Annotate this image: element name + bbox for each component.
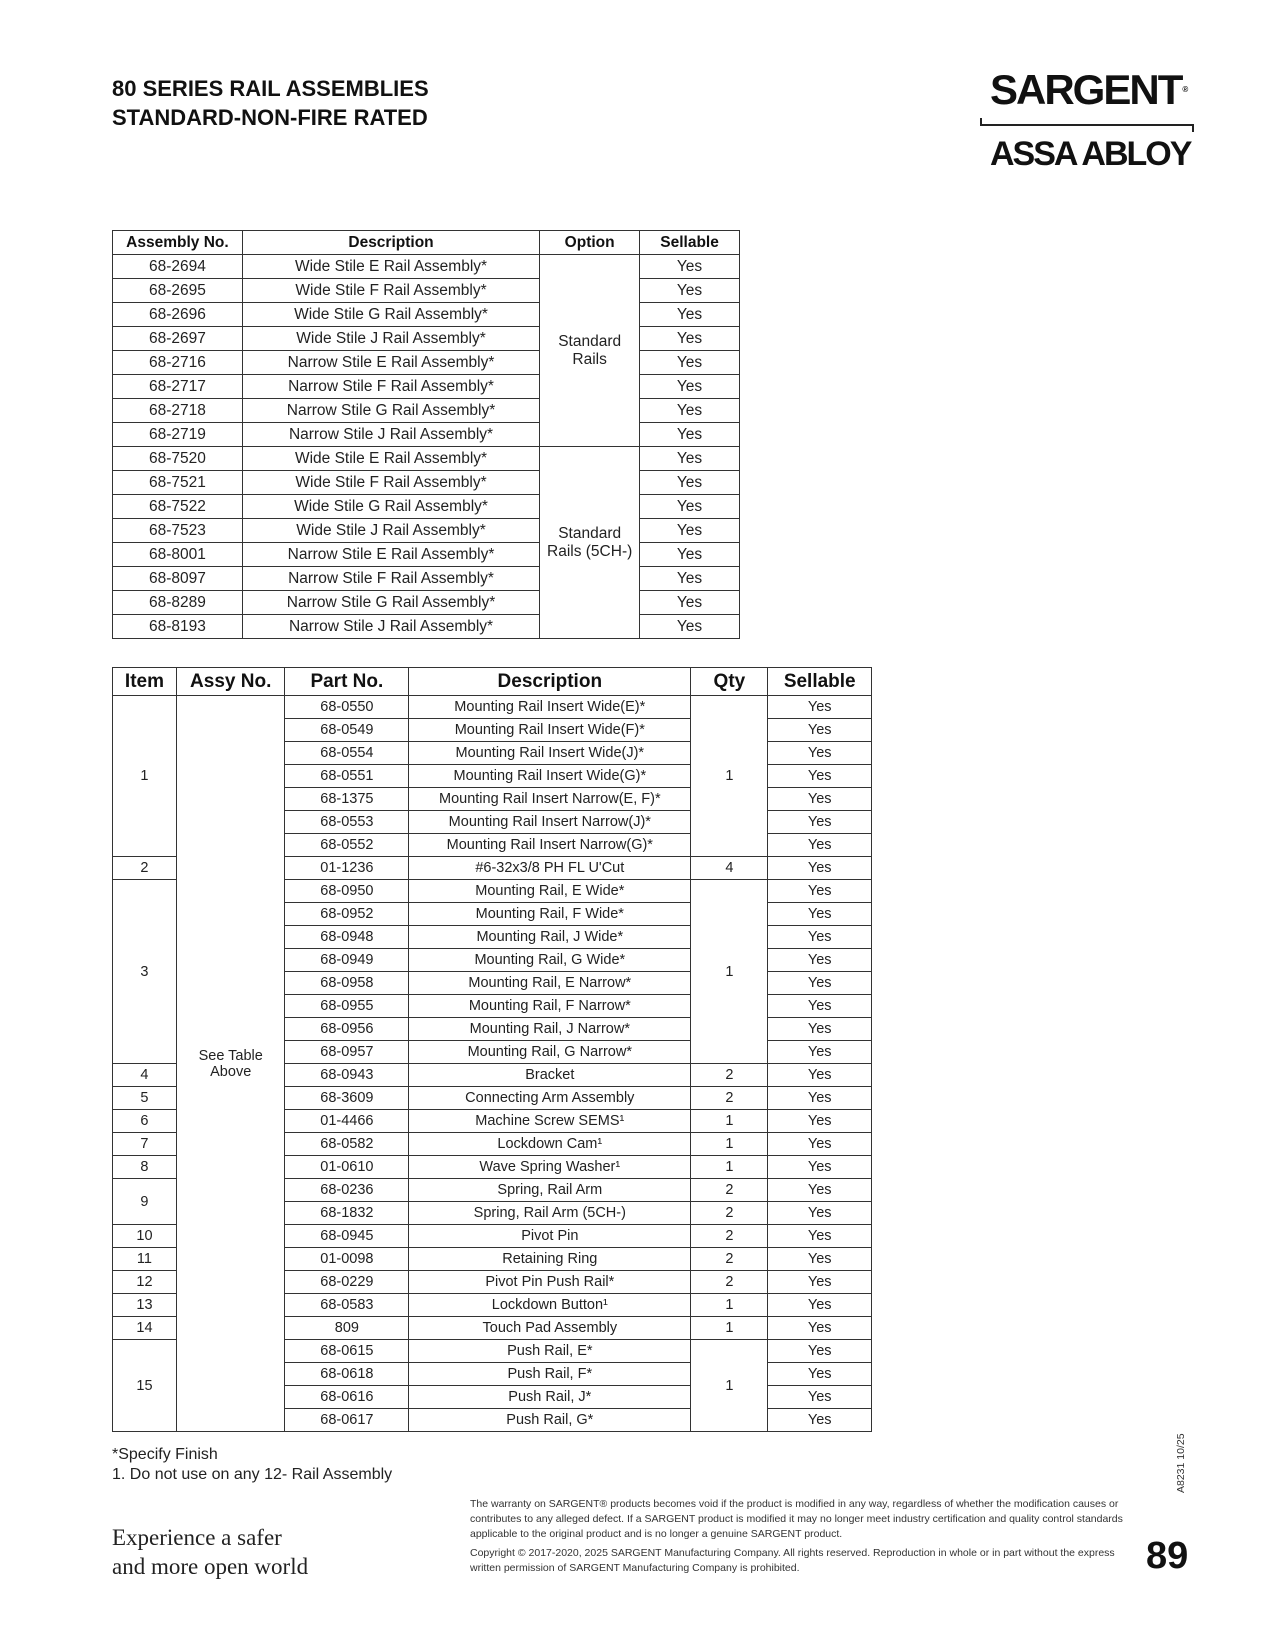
part-number: 01-4466 (285, 1110, 409, 1133)
logo-sargent (990, 66, 1188, 114)
part-number: 68-0945 (285, 1225, 409, 1248)
assembly-header-row (113, 231, 740, 255)
part-qty: 2 (691, 1248, 768, 1271)
part-number: 68-0952 (285, 903, 409, 926)
assembly-sellable: Yes (640, 423, 740, 447)
part-sellable: Yes (768, 880, 872, 903)
part-number: 01-0098 (285, 1248, 409, 1271)
assembly-sellable: Yes (640, 543, 740, 567)
logo-assa-abloy: ASSA ABLOY (990, 135, 1191, 173)
assembly-sellable: Yes (640, 399, 740, 423)
item-number: 4 (113, 1064, 177, 1087)
header-assy-no: Assy No. (176, 668, 285, 696)
assembly-sellable: Yes (640, 615, 740, 639)
assembly-description: Wide Stile J Rail Assembly* (242, 327, 539, 351)
part-number: 68-0618 (285, 1363, 409, 1386)
part-sellable: Yes (768, 1294, 872, 1317)
assembly-description: Narrow Stile E Rail Assembly* (242, 351, 539, 375)
part-sellable: Yes (768, 949, 872, 972)
assembly-description: Wide Stile G Rail Assembly* (242, 495, 539, 519)
part-number: 68-0943 (285, 1064, 409, 1087)
assembly-sellable: Yes (640, 591, 740, 615)
part-description: Retaining Ring (409, 1248, 691, 1271)
part-description: Mounting Rail, J Narrow* (409, 1018, 691, 1041)
assembly-row (113, 303, 740, 327)
part-sellable: Yes (768, 1202, 872, 1225)
assembly-no: 68-8193 (113, 615, 243, 639)
assembly-description: Wide Stile F Rail Assembly* (242, 471, 539, 495)
assembly-no: 68-7521 (113, 471, 243, 495)
part-sellable: Yes (768, 742, 872, 765)
part-description: Mounting Rail Insert Narrow(E, F)* (409, 788, 691, 811)
assembly-no: 68-7522 (113, 495, 243, 519)
assembly-sellable: Yes (640, 327, 740, 351)
part-number: 68-0617 (285, 1409, 409, 1432)
parts-header-row (113, 668, 872, 696)
assembly-description: Narrow Stile J Rail Assembly* (242, 615, 539, 639)
assembly-sellable: Yes (640, 519, 740, 543)
part-sellable: Yes (768, 1179, 872, 1202)
item-number: 13 (113, 1294, 177, 1317)
assembly-no: 68-7520 (113, 447, 243, 471)
header-part-sellable: Sellable (768, 668, 872, 696)
item-number: 11 (113, 1248, 177, 1271)
part-qty: 4 (691, 857, 768, 880)
tagline-line-1: Experience a safer (112, 1525, 282, 1550)
part-description: Mounting Rail, E Narrow* (409, 972, 691, 995)
part-qty: 2 (691, 1064, 768, 1087)
item-number: 10 (113, 1225, 177, 1248)
part-number: 01-0610 (285, 1156, 409, 1179)
part-description: Pivot Pin (409, 1225, 691, 1248)
part-description: Mounting Rail Insert Wide(E)* (409, 696, 691, 719)
item-number: 14 (113, 1317, 177, 1340)
part-number: 68-0229 (285, 1271, 409, 1294)
assembly-sellable: Yes (640, 471, 740, 495)
assy-see-table-above: See Table Above (176, 696, 285, 1432)
parts-table (112, 667, 872, 1432)
item-number: 5 (113, 1087, 177, 1110)
part-description: Push Rail, F* (409, 1363, 691, 1386)
part-description: Spring, Rail Arm (409, 1179, 691, 1202)
part-sellable: Yes (768, 1087, 872, 1110)
option-standard-rails: Standard Rails (540, 255, 640, 447)
option-standard-rails-5ch: Standard Rails (5CH-) (540, 447, 640, 639)
part-qty: 1 (691, 1294, 768, 1317)
part-sellable: Yes (768, 696, 872, 719)
part-qty: 1 (691, 1110, 768, 1133)
assembly-no: 68-2719 (113, 423, 243, 447)
assembly-no: 68-2697 (113, 327, 243, 351)
parts-row (113, 696, 872, 719)
part-number: 68-0957 (285, 1041, 409, 1064)
part-description: Mounting Rail Insert Wide(F)* (409, 719, 691, 742)
part-number: 68-0553 (285, 811, 409, 834)
part-sellable: Yes (768, 788, 872, 811)
assembly-table-body (113, 255, 740, 639)
assembly-row (113, 543, 740, 567)
assembly-no: 68-2696 (113, 303, 243, 327)
part-description: Mounting Rail, J Wide* (409, 926, 691, 949)
item-number: 9 (113, 1179, 177, 1225)
assembly-sellable: Yes (640, 303, 740, 327)
part-sellable: Yes (768, 1064, 872, 1087)
header-part-no: Part No. (285, 668, 409, 696)
part-sellable: Yes (768, 1271, 872, 1294)
tagline-line-2: and more open world (112, 1554, 309, 1579)
assembly-no: 68-8001 (113, 543, 243, 567)
part-qty: 1 (691, 1156, 768, 1179)
part-description: Touch Pad Assembly (409, 1317, 691, 1340)
assembly-no: 68-2695 (113, 279, 243, 303)
part-number: 68-0958 (285, 972, 409, 995)
part-qty: 1 (691, 1340, 768, 1432)
assembly-row (113, 591, 740, 615)
assembly-no: 68-8097 (113, 567, 243, 591)
part-number: 68-0236 (285, 1179, 409, 1202)
part-sellable: Yes (768, 1363, 872, 1386)
part-number: 68-0956 (285, 1018, 409, 1041)
header-item: Item (113, 668, 177, 696)
assembly-description: Wide Stile E Rail Assembly* (242, 255, 539, 279)
assembly-sellable: Yes (640, 375, 740, 399)
item-number: 2 (113, 857, 177, 880)
assembly-sellable: Yes (640, 495, 740, 519)
part-number: 68-0948 (285, 926, 409, 949)
title-line-2: STANDARD-NON-FIRE RATED (112, 105, 428, 130)
sargent-assa-abloy-logo (980, 66, 1195, 178)
assembly-row (113, 615, 740, 639)
assembly-row (113, 399, 740, 423)
part-number: 68-0551 (285, 765, 409, 788)
assembly-description: Narrow Stile F Rail Assembly* (242, 375, 539, 399)
footnote-1: 1. Do not use on any 12- Rail Assembly (112, 1466, 393, 1483)
assembly-sellable: Yes (640, 351, 740, 375)
assembly-no: 68-7523 (113, 519, 243, 543)
assembly-row (113, 567, 740, 591)
warranty-notice: The warranty on SARGENT® products becomes void if the product is modified in any way, regardless of whether the modification causes or contributes to any alleged defect. If a SARGENT product is modified it may no longer meet industry certification and quality control standards applicable to the original product and is no longer a genuine SARGENT product. (470, 1498, 1123, 1540)
part-description: Mounting Rail Insert Narrow(G)* (409, 834, 691, 857)
part-description: #6-32x3/8 PH FL U'Cut (409, 857, 691, 880)
part-sellable: Yes (768, 1409, 872, 1432)
part-description: Mounting Rail, G Narrow* (409, 1041, 691, 1064)
part-description: Lockdown Button¹ (409, 1294, 691, 1317)
part-description: Mounting Rail Insert Wide(G)* (409, 765, 691, 788)
part-qty: 2 (691, 1179, 768, 1202)
part-number: 68-0582 (285, 1133, 409, 1156)
part-description: Mounting Rail, F Wide* (409, 903, 691, 926)
assembly-description: Wide Stile F Rail Assembly* (242, 279, 539, 303)
assembly-row (113, 495, 740, 519)
part-sellable: Yes (768, 834, 872, 857)
part-sellable: Yes (768, 1340, 872, 1363)
part-number: 809 (285, 1317, 409, 1340)
assembly-no: 68-2694 (113, 255, 243, 279)
part-description: Push Rail, G* (409, 1409, 691, 1432)
assembly-row (113, 519, 740, 543)
part-number: 68-0616 (285, 1386, 409, 1409)
assembly-no: 68-2717 (113, 375, 243, 399)
part-number: 68-0554 (285, 742, 409, 765)
part-sellable: Yes (768, 1133, 872, 1156)
item-number: 15 (113, 1340, 177, 1432)
assembly-description: Wide Stile G Rail Assembly* (242, 303, 539, 327)
assembly-row (113, 351, 740, 375)
part-description: Mounting Rail, G Wide* (409, 949, 691, 972)
part-description: Mounting Rail, E Wide* (409, 880, 691, 903)
assembly-table (112, 230, 740, 639)
part-sellable: Yes (768, 903, 872, 926)
item-number: 7 (113, 1133, 177, 1156)
part-qty: 1 (691, 1133, 768, 1156)
assembly-row (113, 447, 740, 471)
footnotes (112, 1445, 392, 1485)
item-number: 6 (113, 1110, 177, 1133)
part-description: Wave Spring Washer¹ (409, 1156, 691, 1179)
part-number: 68-0583 (285, 1294, 409, 1317)
part-sellable: Yes (768, 857, 872, 880)
part-description: Pivot Pin Push Rail* (409, 1271, 691, 1294)
assembly-description: Narrow Stile G Rail Assembly* (242, 399, 539, 423)
logo-registered: ® (1182, 85, 1189, 94)
copyright-notice: Copyright © 2017-2020, 2025 SARGENT Manufacturing Company. All rights reserved. Reproduction in whole or in part without the express written permission of SARGENT Manufacturing Company is prohibited. (470, 1547, 1115, 1574)
assembly-description: Wide Stile E Rail Assembly* (242, 447, 539, 471)
part-number: 68-0615 (285, 1340, 409, 1363)
part-qty: 1 (691, 696, 768, 857)
part-sellable: Yes (768, 811, 872, 834)
part-sellable: Yes (768, 719, 872, 742)
part-sellable: Yes (768, 1041, 872, 1064)
assembly-no: 68-2718 (113, 399, 243, 423)
tagline (112, 1523, 308, 1581)
part-sellable: Yes (768, 926, 872, 949)
assembly-row (113, 423, 740, 447)
assembly-description: Narrow Stile F Rail Assembly* (242, 567, 539, 591)
logo-brand: SARGENT (990, 66, 1182, 113)
part-sellable: Yes (768, 1317, 872, 1340)
part-qty: 2 (691, 1087, 768, 1110)
assembly-no: 68-2716 (113, 351, 243, 375)
page-title (112, 74, 429, 132)
part-sellable: Yes (768, 972, 872, 995)
part-number: 68-0552 (285, 834, 409, 857)
part-description: Spring, Rail Arm (5CH-) (409, 1202, 691, 1225)
assembly-sellable: Yes (640, 567, 740, 591)
part-description: Machine Screw SEMS¹ (409, 1110, 691, 1133)
assembly-description: Narrow Stile G Rail Assembly* (242, 591, 539, 615)
part-sellable: Yes (768, 1018, 872, 1041)
header-qty: Qty (691, 668, 768, 696)
header-description: Description (242, 231, 539, 255)
part-sellable: Yes (768, 1156, 872, 1179)
document-id: A8231 10/25 (1175, 1433, 1187, 1493)
part-number: 68-0955 (285, 995, 409, 1018)
item-number: 12 (113, 1271, 177, 1294)
header-option: Option (540, 231, 640, 255)
part-qty: 1 (691, 880, 768, 1064)
part-qty: 2 (691, 1271, 768, 1294)
part-description: Push Rail, E* (409, 1340, 691, 1363)
logo-divider (980, 124, 1194, 126)
assembly-sellable: Yes (640, 447, 740, 471)
part-description: Push Rail, J* (409, 1386, 691, 1409)
assembly-row (113, 471, 740, 495)
part-description: Connecting Arm Assembly (409, 1087, 691, 1110)
part-number: 68-0950 (285, 880, 409, 903)
part-sellable: Yes (768, 1386, 872, 1409)
assembly-row (113, 327, 740, 351)
part-description: Mounting Rail, F Narrow* (409, 995, 691, 1018)
part-description: Lockdown Cam¹ (409, 1133, 691, 1156)
part-number: 68-0549 (285, 719, 409, 742)
part-description: Mounting Rail Insert Wide(J)* (409, 742, 691, 765)
part-sellable: Yes (768, 765, 872, 788)
item-number: 3 (113, 880, 177, 1064)
assembly-sellable: Yes (640, 255, 740, 279)
assembly-row (113, 255, 740, 279)
assembly-row (113, 375, 740, 399)
assembly-description: Narrow Stile J Rail Assembly* (242, 423, 539, 447)
page-number: 89 (1146, 1535, 1189, 1577)
assembly-row (113, 279, 740, 303)
part-sellable: Yes (768, 1110, 872, 1133)
assembly-description: Wide Stile J Rail Assembly* (242, 519, 539, 543)
part-qty: 2 (691, 1202, 768, 1225)
part-number: 68-1375 (285, 788, 409, 811)
item-number: 1 (113, 696, 177, 857)
footnote-finish: *Specify Finish (112, 1446, 218, 1463)
header-sellable: Sellable (640, 231, 740, 255)
part-number: 68-3609 (285, 1087, 409, 1110)
item-number: 8 (113, 1156, 177, 1179)
assembly-no: 68-8289 (113, 591, 243, 615)
assembly-description: Narrow Stile E Rail Assembly* (242, 543, 539, 567)
logo-bracket-right (1192, 124, 1194, 132)
part-sellable: Yes (768, 1248, 872, 1271)
parts-table-body (113, 696, 872, 1432)
part-sellable: Yes (768, 995, 872, 1018)
part-number: 68-1832 (285, 1202, 409, 1225)
part-description: Mounting Rail Insert Narrow(J)* (409, 811, 691, 834)
header-assembly-no: Assembly No. (113, 231, 243, 255)
part-sellable: Yes (768, 1225, 872, 1248)
header-part-description: Description (409, 668, 691, 696)
part-number: 68-0949 (285, 949, 409, 972)
title-line-1: 80 SERIES RAIL ASSEMBLIES (112, 76, 429, 101)
assembly-sellable: Yes (640, 279, 740, 303)
part-qty: 1 (691, 1317, 768, 1340)
part-qty: 2 (691, 1225, 768, 1248)
part-number: 68-0550 (285, 696, 409, 719)
part-number: 01-1236 (285, 857, 409, 880)
part-description: Bracket (409, 1064, 691, 1087)
